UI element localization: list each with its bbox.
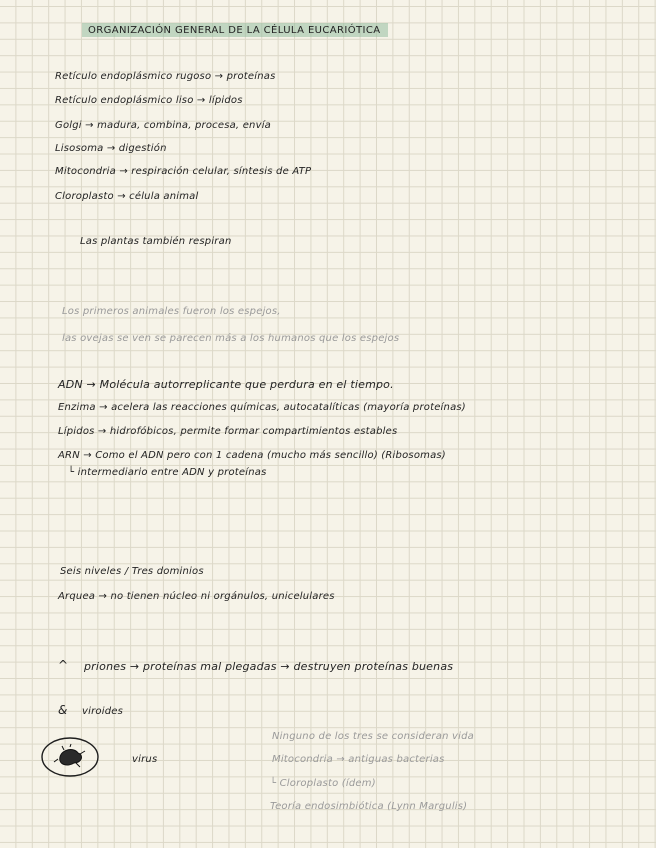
life-note-line: Ninguno de los tres se consideran vida: [272, 731, 474, 742]
virus-label: virus: [132, 754, 158, 765]
virus-sketch-icon: [40, 735, 100, 780]
archaea-line: Arquea → no tienen núcleo ni orgánulos, unicelulares: [58, 591, 335, 602]
molecule-line: Enzima → acelera las reacciones químicas, autocatalíticas (mayoría proteínas): [58, 402, 466, 413]
molecule-subline: └ intermediario entre ADN y proteínas: [68, 467, 267, 478]
organelle-line: Cloroplasto → célula animal: [55, 191, 199, 202]
plants-note: Las plantas también respiran: [80, 236, 232, 247]
prion-symbol: ^: [58, 658, 69, 672]
mirror-note-line: Los primeros animales fueron los espejos,: [62, 306, 281, 317]
life-note-line: Mitocondria → antiguas bacterias: [272, 754, 445, 765]
organelle-line: Retículo endoplásmico rugoso → proteínas: [55, 71, 276, 82]
page-title: ORGANIZACIÓN GENERAL DE LA CÉLULA EUCARIÓTICA: [82, 23, 388, 37]
life-note-line: └ Cloroplasto (ídem): [270, 778, 376, 789]
molecule-line: ADN → Molécula autorreplicante que perdura en el tiempo.: [58, 378, 394, 391]
molecule-line: ARN → Como el ADN pero con 1 cadena (mucho más sencillo) (Ribosomas): [58, 450, 446, 461]
organelle-line: Lisosoma → digestión: [55, 143, 167, 154]
organelle-line: Retículo endoplásmico liso → lípidos: [55, 95, 243, 106]
molecule-line: Lípidos → hidrofóbicos, permite formar compartimientos estables: [58, 426, 398, 437]
viroid-text: viroides: [82, 706, 124, 717]
organelle-line: Golgi → madura, combina, procesa, envía: [55, 120, 272, 131]
levels-heading: Seis niveles / Tres dominios: [60, 566, 204, 577]
prion-text: priones → proteínas mal plegadas → destruyen proteínas buenas: [84, 660, 454, 673]
organelle-line: Mitocondria → respiración celular, síntesis de ATP: [55, 166, 312, 177]
mirror-note-line: las ovejas se ven se parecen más a los humanos que los espejos: [62, 333, 400, 344]
life-note-line: Teoría endosimbiótica (Lynn Margulis): [270, 801, 468, 812]
viroid-symbol: &: [58, 703, 68, 717]
